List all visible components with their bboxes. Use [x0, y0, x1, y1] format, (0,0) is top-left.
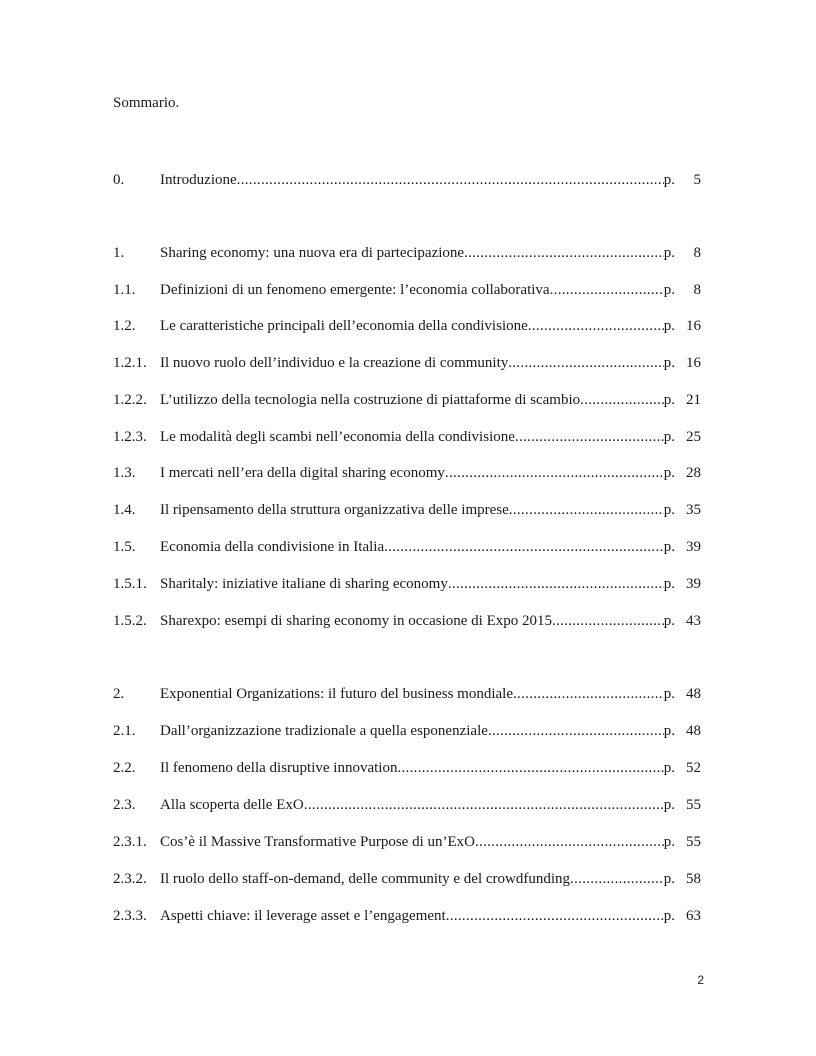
page-reference: 48 [686, 686, 701, 702]
section-number: 1.1. [113, 282, 136, 298]
section-number: 1.3. [113, 465, 136, 481]
section-number: 1.2.3. [113, 429, 147, 445]
page-reference: 48 [686, 723, 701, 739]
section-title: Exponential Organizations: il futuro del business mondiale [160, 686, 513, 702]
section-number: 2. [113, 686, 125, 702]
page-prefix: p. [663, 539, 675, 555]
section-title: Il ruolo dello staff-on-demand, delle community e del crowdfunding [160, 871, 571, 887]
section-number: 2.2. [113, 760, 136, 776]
section-title: Il fenomeno della disruptive innovation [160, 760, 398, 776]
dot-leader [445, 463, 664, 483]
dot-leader [448, 574, 664, 594]
section-number: 2.3.2. [113, 871, 147, 887]
section-number: 1. [113, 245, 125, 261]
page-prefix: p. [663, 908, 675, 924]
page-prefix: p. [663, 871, 675, 887]
dot-leader [384, 537, 664, 557]
page-reference: 8 [693, 282, 701, 298]
section-title: I mercati nell’era della digital sharing economy [160, 465, 445, 481]
page-prefix: p. [663, 502, 675, 518]
page-reference: 55 [686, 834, 701, 850]
section-number: 1.2. [113, 318, 136, 334]
page-reference: 43 [686, 613, 701, 629]
page-reference: 58 [686, 871, 701, 887]
page-prefix: p. [663, 172, 675, 188]
section-title: Le modalità degli scambi nell’economia della condivisione [160, 429, 515, 445]
page-reference: 5 [693, 172, 701, 188]
section-title: Il nuovo ruolo dell’individuo e la creazione di community [160, 355, 509, 371]
toc-entry-16 [113, 832, 701, 852]
section-title: Definizioni di un fenomeno emergente: l’economia collaborativa [160, 282, 550, 298]
toc-entry-5 [113, 390, 701, 410]
section-title: Introduzione [160, 172, 237, 188]
section-number: 2.1. [113, 723, 136, 739]
dot-leader [509, 500, 664, 520]
section-number: 2.3. [113, 797, 136, 813]
toc-heading: Sommario. [113, 95, 180, 111]
page-prefix: p. [663, 355, 675, 371]
dot-leader [570, 869, 664, 889]
page-prefix: p. [663, 834, 675, 850]
dot-leader [508, 353, 664, 373]
page-prefix: p. [663, 613, 675, 629]
dot-leader [488, 721, 664, 741]
toc-entry-18 [113, 906, 701, 926]
page-reference: 16 [686, 355, 701, 371]
page-reference: 55 [686, 797, 701, 813]
page-reference: 25 [686, 429, 701, 445]
section-title: Sharexpo: esempi di sharing economy in occasione di Expo 2015 [160, 613, 552, 629]
page-prefix: p. [663, 797, 675, 813]
dot-leader [464, 243, 664, 263]
toc-entry-4 [113, 353, 701, 373]
section-number: 2.3.3. [113, 908, 147, 924]
toc-entry-10 [113, 574, 701, 594]
section-title: Aspetti chiave: il leverage asset e l’engagement [160, 908, 446, 924]
page-prefix: p. [663, 245, 675, 261]
page-reference: 52 [686, 760, 701, 776]
dot-leader [580, 390, 664, 410]
page-prefix: p. [663, 723, 675, 739]
section-number: 0. [113, 172, 125, 188]
toc-entry-7 [113, 463, 701, 483]
toc-entry-3 [113, 316, 701, 336]
page-prefix: p. [663, 686, 675, 702]
page-reference: 35 [686, 502, 701, 518]
page-reference: 21 [686, 392, 701, 408]
section-title: Cos’è il Massive Transformative Purpose di un’ExO [160, 834, 475, 850]
page-prefix: p. [663, 465, 675, 481]
dot-leader [304, 795, 664, 815]
page-number: 2 [697, 973, 704, 987]
section-number: 1.2.2. [113, 392, 147, 408]
toc-entry-6 [113, 427, 701, 447]
page-prefix: p. [663, 282, 675, 298]
section-title: Le caratteristiche principali dell’economia della condivisione [160, 318, 528, 334]
dot-leader [397, 758, 663, 778]
dot-leader [552, 611, 664, 631]
dot-leader [515, 427, 664, 447]
toc-entry-8 [113, 500, 701, 520]
toc-entry-11 [113, 611, 701, 631]
page-prefix: p. [663, 760, 675, 776]
toc-entry-15 [113, 795, 701, 815]
toc-entry-1 [113, 243, 701, 263]
section-number: 1.2.1. [113, 355, 147, 371]
dot-leader [475, 832, 664, 852]
section-title: Sharing economy: una nuova era di partecipazione [160, 245, 465, 261]
page-reference: 8 [693, 245, 701, 261]
section-number: 2.3.1. [113, 834, 147, 850]
page-prefix: p. [663, 576, 675, 592]
page-prefix: p. [663, 429, 675, 445]
section-title: Alla scoperta delle ExO [160, 797, 304, 813]
dot-leader [513, 684, 664, 704]
page-prefix: p. [663, 318, 675, 334]
page-reference: 39 [686, 539, 701, 555]
section-title: L’utilizzo della tecnologia nella costruzione di piattaforme di scambio [160, 392, 581, 408]
toc-entry-0 [113, 170, 701, 190]
dot-leader [550, 280, 664, 300]
section-number: 1.5.1. [113, 576, 147, 592]
page-prefix: p. [663, 392, 675, 408]
section-number: 1.5. [113, 539, 136, 555]
dot-leader [528, 316, 664, 336]
page-reference: 63 [686, 908, 701, 924]
section-title: Sharitaly: iniziative italiane di sharing economy [160, 576, 448, 592]
page-reference: 16 [686, 318, 701, 334]
dot-leader [237, 170, 664, 190]
dot-leader [446, 906, 664, 926]
page-reference: 39 [686, 576, 701, 592]
toc-entry-14 [113, 758, 701, 778]
page-reference: 28 [686, 465, 701, 481]
section-title: Il ripensamento della struttura organizzativa delle imprese [160, 502, 509, 518]
toc-entry-2 [113, 280, 701, 300]
section-number: 1.4. [113, 502, 136, 518]
toc-entry-9 [113, 537, 701, 557]
section-title: Economia della condivisione in Italia [160, 539, 385, 555]
toc-entry-17 [113, 869, 701, 889]
section-number: 1.5.2. [113, 613, 147, 629]
section-title: Dall’organizzazione tradizionale a quella esponenziale [160, 723, 488, 739]
toc-entry-13 [113, 721, 701, 741]
toc-entry-12 [113, 684, 701, 704]
